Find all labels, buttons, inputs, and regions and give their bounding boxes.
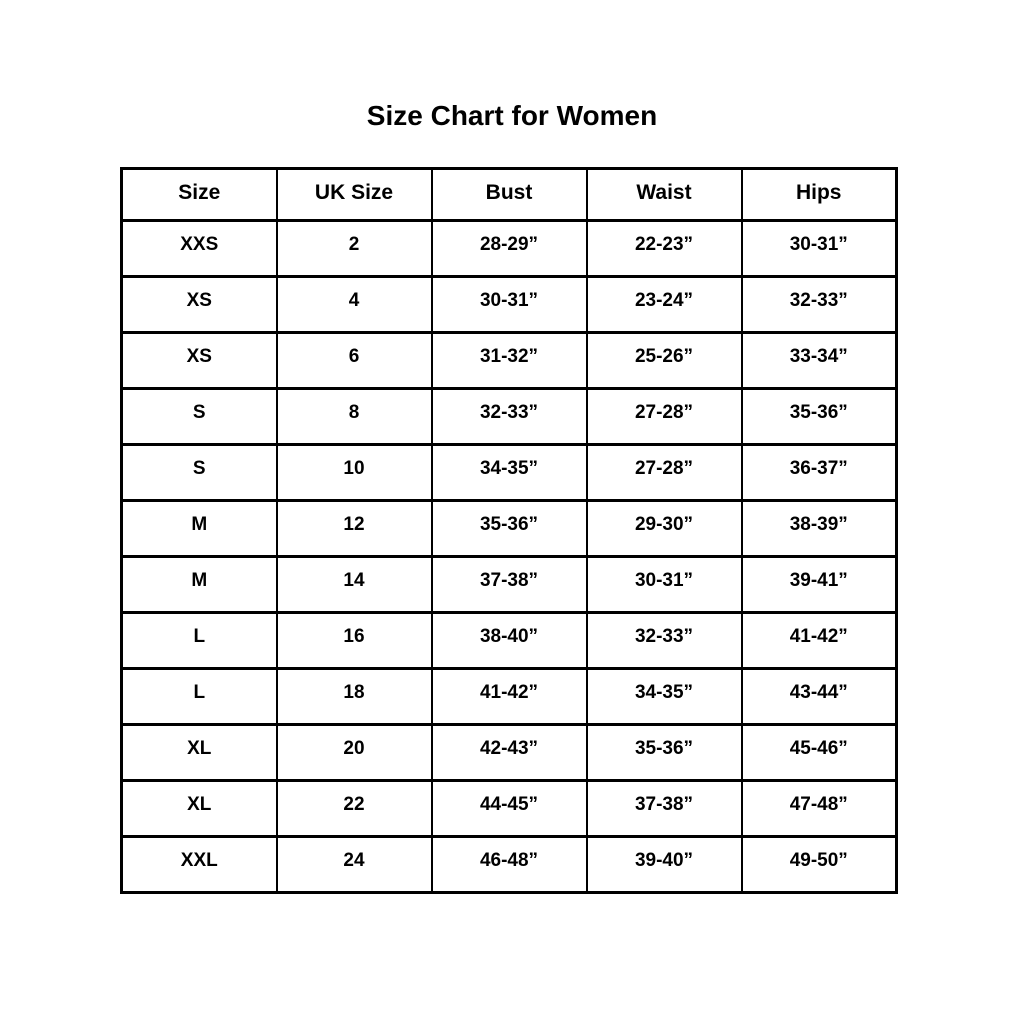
table-cell-bust: 37-38” — [432, 557, 587, 613]
table-cell-waist: 39-40” — [587, 837, 742, 893]
table-cell-size: M — [122, 557, 277, 613]
table-cell-uk-size: 2 — [277, 221, 432, 277]
table-cell-bust: 46-48” — [432, 837, 587, 893]
table-row — [122, 389, 897, 445]
column-header-uk-size: UK Size — [277, 169, 432, 221]
table-cell-hips: 43-44” — [742, 669, 897, 725]
column-header-waist: Waist — [587, 169, 742, 221]
table-cell-uk-size: 4 — [277, 277, 432, 333]
table-cell-waist: 29-30” — [587, 501, 742, 557]
table-cell-size: L — [122, 613, 277, 669]
table-cell-bust: 42-43” — [432, 725, 587, 781]
table-cell-size: S — [122, 389, 277, 445]
table-cell-waist: 25-26” — [587, 333, 742, 389]
table-cell-size: S — [122, 445, 277, 501]
table-header — [122, 169, 897, 221]
table-cell-size: XL — [122, 725, 277, 781]
table-cell-bust: 34-35” — [432, 445, 587, 501]
header-row — [122, 169, 897, 221]
table-cell-uk-size: 12 — [277, 501, 432, 557]
page-title: Size Chart for Women — [366, 100, 658, 131]
table-cell-uk-size: 6 — [277, 333, 432, 389]
table-cell-size: M — [122, 501, 277, 557]
table-cell-bust: 41-42” — [432, 669, 587, 725]
column-header-size: Size — [122, 169, 277, 221]
table-cell-waist: 37-38” — [587, 781, 742, 837]
table-cell-hips: 39-41” — [742, 557, 897, 613]
table-cell-hips: 49-50” — [742, 837, 897, 893]
table-cell-bust: 35-36” — [432, 501, 587, 557]
column-header-hips: Hips — [742, 169, 897, 221]
table-cell-bust: 30-31” — [432, 277, 587, 333]
table-cell-uk-size: 22 — [277, 781, 432, 837]
column-header-bust: Bust — [432, 169, 587, 221]
table-cell-bust: 38-40” — [432, 613, 587, 669]
table-cell-uk-size: 10 — [277, 445, 432, 501]
table-cell-hips: 32-33” — [742, 277, 897, 333]
table-row — [122, 781, 897, 837]
table-cell-uk-size: 14 — [277, 557, 432, 613]
table-row — [122, 333, 897, 389]
table-cell-size: XL — [122, 781, 277, 837]
table-cell-uk-size: 16 — [277, 613, 432, 669]
table-row — [122, 557, 897, 613]
table-cell-hips: 41-42” — [742, 613, 897, 669]
table-cell-size: XS — [122, 333, 277, 389]
table-cell-hips: 30-31” — [742, 221, 897, 277]
table-cell-waist: 34-35” — [587, 669, 742, 725]
table-cell-waist: 23-24” — [587, 277, 742, 333]
table-row — [122, 669, 897, 725]
table-cell-waist: 22-23” — [587, 221, 742, 277]
table-cell-waist: 30-31” — [587, 557, 742, 613]
table-cell-hips: 47-48” — [742, 781, 897, 837]
table-cell-bust: 31-32” — [432, 333, 587, 389]
table-cell-uk-size: 8 — [277, 389, 432, 445]
table-cell-bust: 32-33” — [432, 389, 587, 445]
table-cell-uk-size: 18 — [277, 669, 432, 725]
table-cell-waist: 27-28” — [587, 389, 742, 445]
table-row — [122, 613, 897, 669]
table-cell-size: XXL — [122, 837, 277, 893]
table-cell-hips: 38-39” — [742, 501, 897, 557]
table-cell-waist: 32-33” — [587, 613, 742, 669]
table-cell-uk-size: 24 — [277, 837, 432, 893]
table-cell-hips: 36-37” — [742, 445, 897, 501]
table-cell-size: XXS — [122, 221, 277, 277]
table-cell-bust: 28-29” — [432, 221, 587, 277]
table-row — [122, 837, 897, 893]
table-row — [122, 501, 897, 557]
table-row — [122, 445, 897, 501]
table-cell-uk-size: 20 — [277, 725, 432, 781]
table-cell-waist: 27-28” — [587, 445, 742, 501]
table-cell-waist: 35-36” — [587, 725, 742, 781]
table-cell-size: L — [122, 669, 277, 725]
table-cell-bust: 44-45” — [432, 781, 587, 837]
table-cell-hips: 45-46” — [742, 725, 897, 781]
table-row — [122, 277, 897, 333]
size-chart-table — [120, 167, 898, 894]
table-cell-hips: 33-34” — [742, 333, 897, 389]
table-cell-hips: 35-36” — [742, 389, 897, 445]
table-row — [122, 221, 897, 277]
table-row — [122, 725, 897, 781]
table-cell-size: XS — [122, 277, 277, 333]
table-body — [122, 221, 897, 893]
